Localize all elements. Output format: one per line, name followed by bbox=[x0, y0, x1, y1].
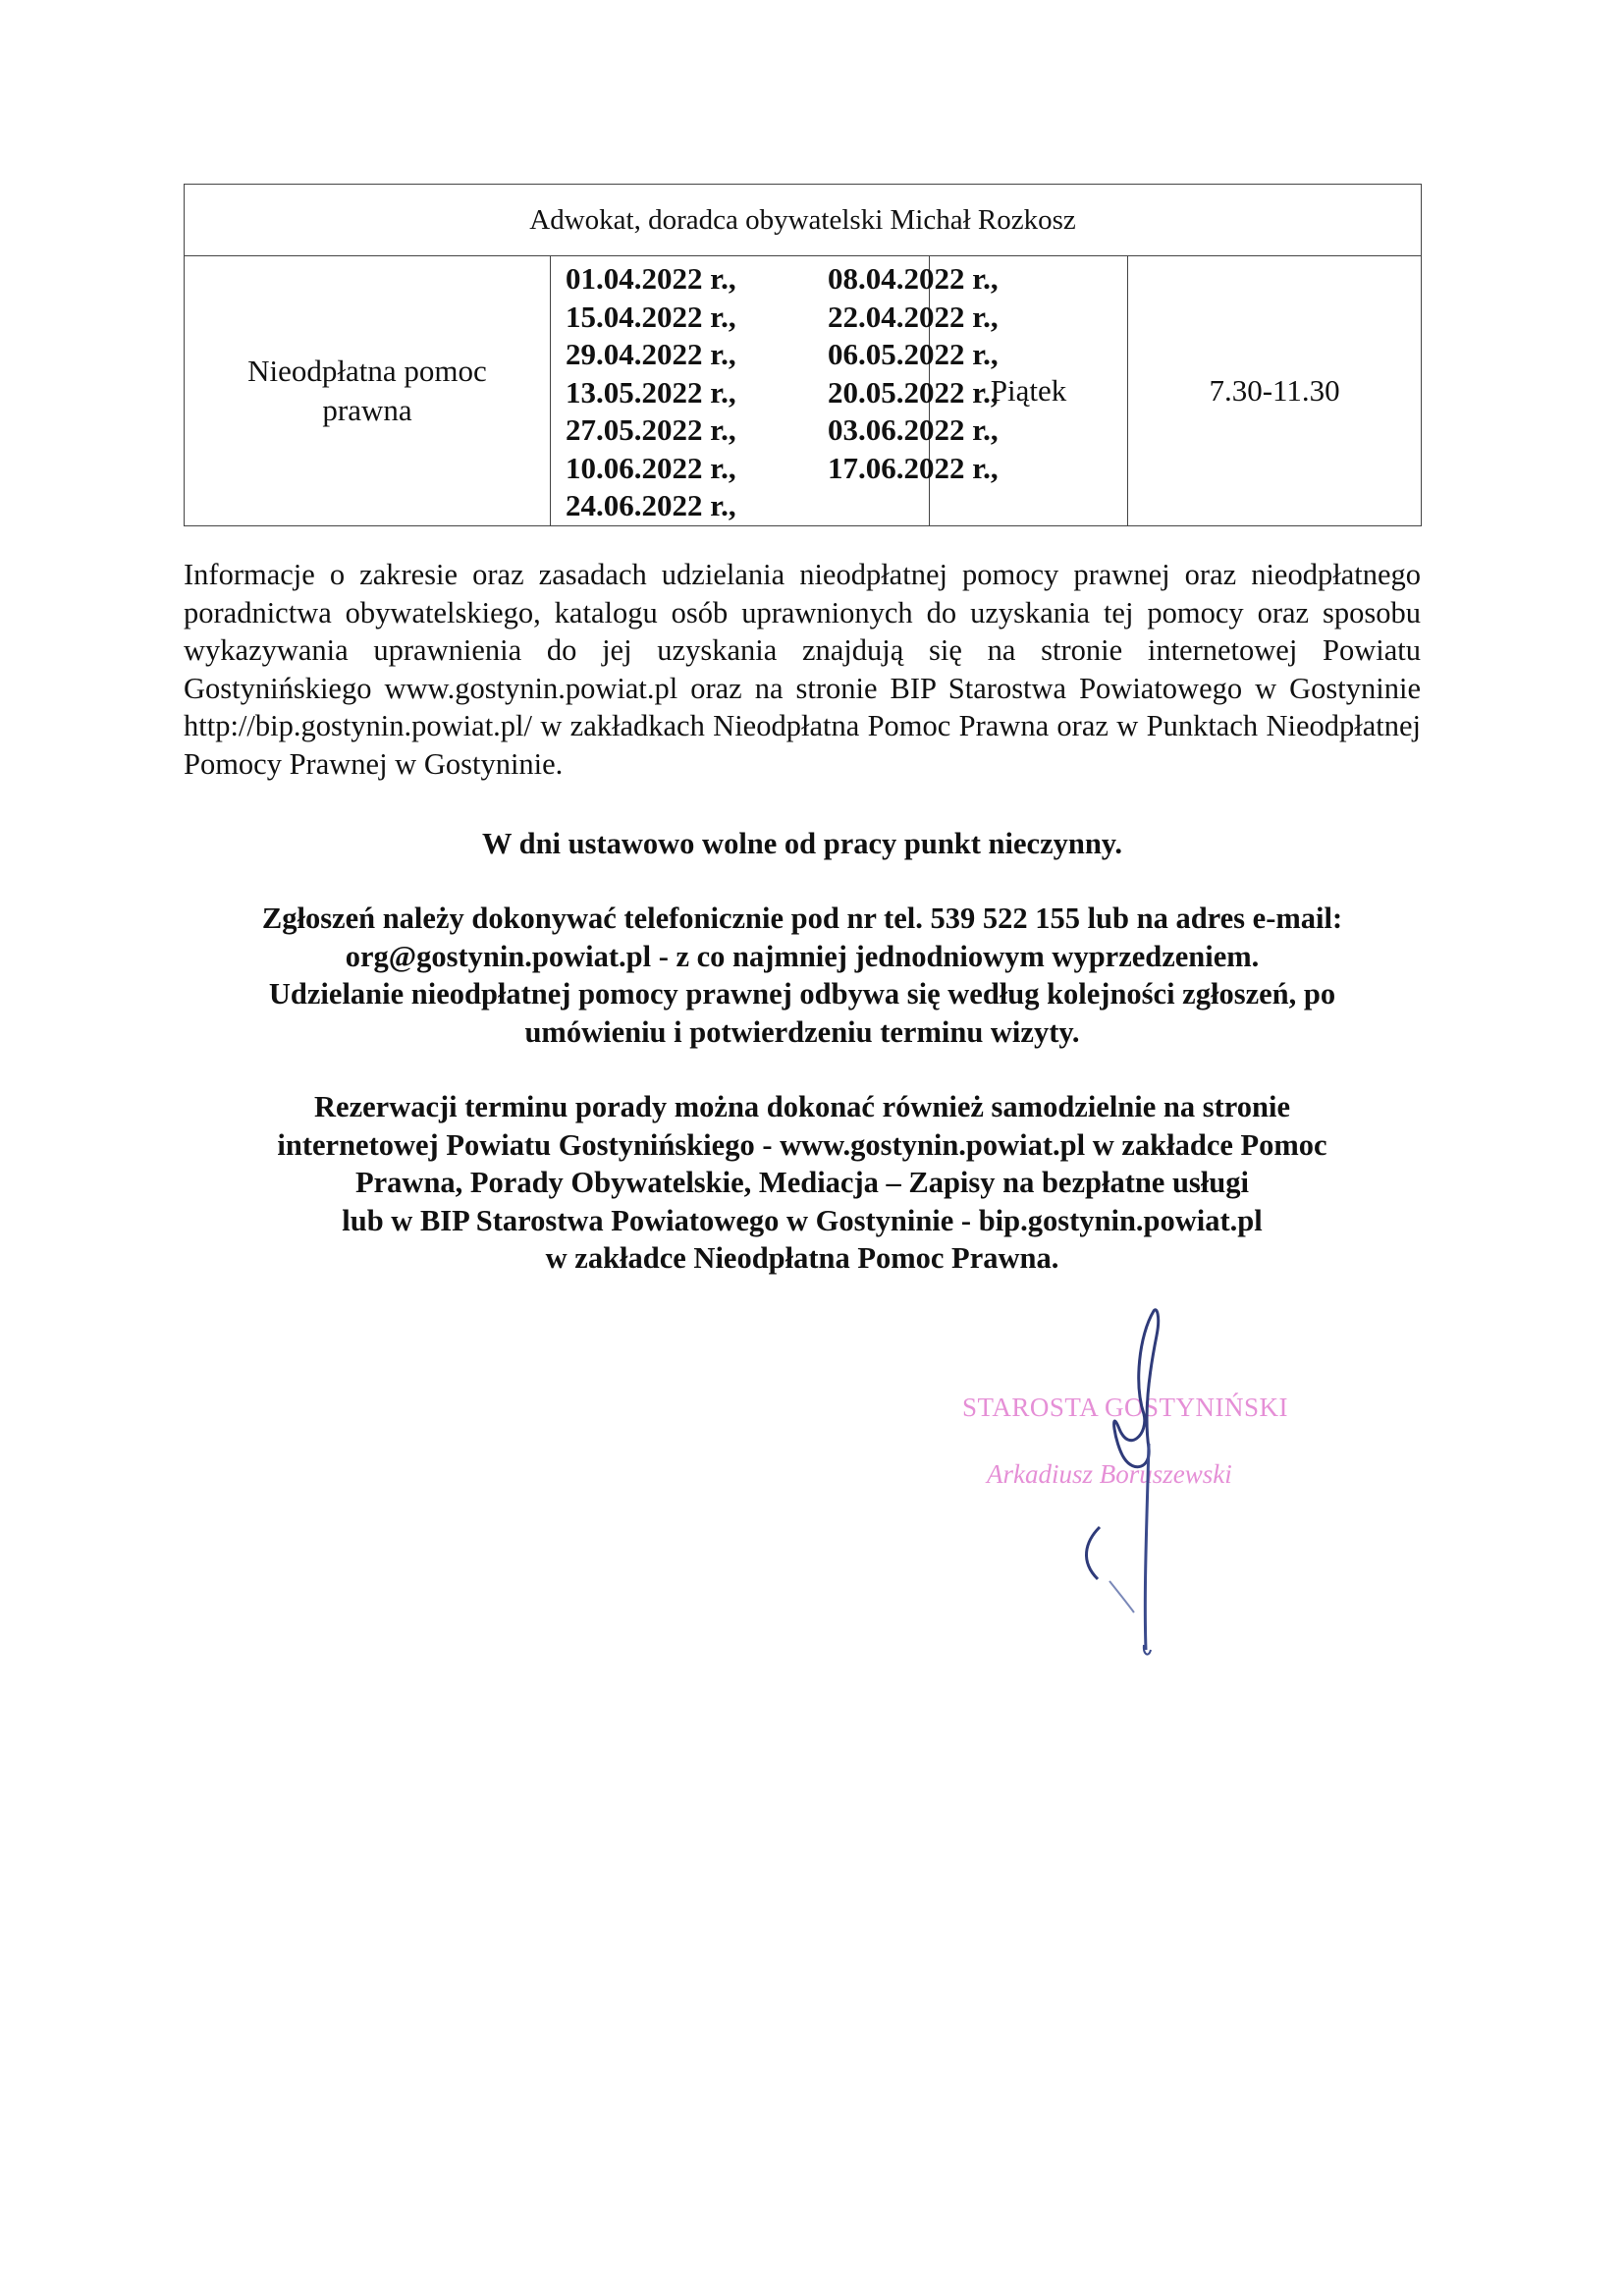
reservation-line: Prawna, Porady Obywatelskie, Mediacja – Zapisy na bezpłatne usługi bbox=[355, 1166, 1249, 1199]
reservation-line: Rezerwacji terminu porady można dokonać również samodzielnie na stronie bbox=[314, 1090, 1290, 1123]
dates-cell bbox=[551, 256, 999, 526]
date-item: 01.04.2022 r., bbox=[566, 261, 736, 296]
date-item: 06.05.2022 r., bbox=[828, 337, 999, 371]
date-item: 15.04.2022 r., bbox=[566, 299, 736, 334]
reservation-line: lub w BIP Starostwa Powiatowego w Gostyninie - bip.gostynin.powiat.pl bbox=[342, 1203, 1263, 1237]
stamp-name: Arkadiusz Boruszewski bbox=[987, 1459, 1232, 1489]
handwritten-signature bbox=[943, 1296, 1355, 1669]
reservation-line: w zakładce Nieodpłatna Pomoc Prawna. bbox=[545, 1241, 1059, 1275]
date-item: 27.05.2022 r., bbox=[566, 412, 736, 447]
date-item: 13.05.2022 r., bbox=[566, 374, 736, 410]
schedule-table bbox=[184, 184, 1422, 526]
hours-cell bbox=[1128, 256, 1422, 526]
date-item: 17.06.2022 r., bbox=[828, 450, 999, 485]
registration-notice bbox=[184, 900, 1421, 1051]
date-item: 20.05.2022 r., bbox=[828, 374, 999, 410]
holiday-notice: W dni ustawowo wolne od pracy punkt nieczynny. bbox=[482, 827, 1122, 860]
service-name-cell bbox=[185, 256, 551, 526]
table-header: Adwokat, doradca obywatelski Michał Rozkosz bbox=[185, 185, 1422, 256]
reservation-notice bbox=[184, 1088, 1421, 1278]
registration-line: umówieniu i potwierdzeniu terminu wizyty. bbox=[524, 1014, 1080, 1049]
date-item: 03.06.2022 r., bbox=[828, 412, 999, 447]
service-name: Nieodpłatna pomoc prawna bbox=[247, 353, 487, 427]
registration-line: org@gostynin.powiat.pl - z co najmniej jednodniowym wyprzedzeniem. bbox=[345, 939, 1260, 973]
date-item: 22.04.2022 r., bbox=[828, 299, 999, 334]
dates-grid bbox=[551, 260, 999, 525]
registration-line: Zgłoszeń należy dokonywać telefonicznie pod nr tel. 539 522 155 lub na adres e-mail: bbox=[261, 902, 1343, 935]
day-of-week: Piątek bbox=[990, 372, 1067, 408]
info-paragraph: Informacje o zakresie oraz zasadach udzielania nieodpłatnej pomocy prawnej oraz nieodpłatnego poradnictwa obywatelskiego, katalogu osób uprawnionych do uzyskania tej pomocy oraz sposobu wykazywania uprawnienia do jej uzyskania znajdują się na stronie internetowej Powiatu Gostynińskiego www.gostynin.powiat.pl oraz na stronie BIP Starostwa Powiatowego w Gostyninie http://bip.gostynin.powiat.pl/ w zakładkach Nieodpłatna Pomoc Prawna oraz w Punktach Nieodpłatnej Pomocy Prawnej w Gostyninie. bbox=[184, 558, 1421, 781]
date-item: 10.06.2022 r., bbox=[566, 450, 736, 485]
date-item: 29.04.2022 r., bbox=[566, 337, 736, 371]
registration-line: Udzielanie nieodpłatnej pomocy prawnej odbywa się według kolejności zgłoszeń, po bbox=[268, 977, 1336, 1011]
office-hours: 7.30-11.30 bbox=[1209, 372, 1340, 408]
stamp-title: STAROSTA GOSTYNIŃSKI bbox=[962, 1393, 1288, 1422]
date-item: 24.06.2022 r., bbox=[566, 488, 736, 522]
date-item: 08.04.2022 r., bbox=[828, 261, 999, 296]
reservation-line: internetowej Powiatu Gostynińskiego - www.gostynin.powiat.pl w zakładce Pomoc bbox=[277, 1127, 1327, 1162]
